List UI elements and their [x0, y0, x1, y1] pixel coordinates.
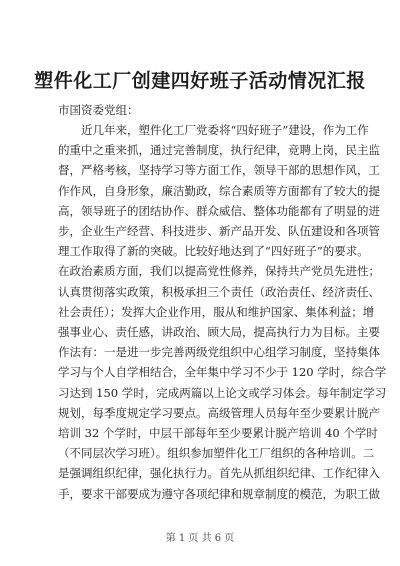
page-footer: 第 1 页 共 6 页 — [165, 533, 235, 544]
body-line: 近几年来，塑件化工厂党委将“四好班子”建设，作为工作 — [81, 123, 369, 137]
body-line: 习达到 150 学时，完成两篇以上论文或学习体会。每年制定学习 — [58, 385, 387, 400]
body-line: 规划，每季度规定学习要点。高级管理人员每年至少要累计脱产 — [58, 405, 380, 420]
body-line: 培训 32 个学时，中层干部每年至少要累计脱产培训 40 个学时 — [58, 426, 378, 440]
body-line: 手，要求干部要成为遵守各项纪律和规章制度的模范，为职工做 — [58, 486, 380, 501]
body-line: 作作风，自身形象，廉洁勤政，综合素质等方面都有了较大的提 — [58, 183, 380, 198]
body-line: 学习与个人自学相结合，全年集中学习不少于 120 学时，综合学 — [58, 365, 387, 380]
body-line: 作法有：一是进一步完善两级党组织中心组学习制度，坚持集体 — [58, 345, 380, 360]
body-line: 在政治素质方面，我们以提高党性修养，保持共产党员先进性； — [58, 264, 380, 279]
body-line: 强事业心、责任感，讲政治、顾大局，提高执行力为目标。主要 — [58, 325, 380, 339]
body-line: 步，企业生产经营、科技进步、新产品开发、队伍建设和各项管 — [58, 224, 380, 238]
body-line: 认真贯彻落实政策，积极承担三个责任（政治责任、经济责任、 — [58, 284, 380, 299]
salutation: 市国资委党组： — [58, 103, 139, 117]
body-line: （不同层次学习班）。组织参加塑件化工厂组织的各种培训。二 — [58, 446, 375, 461]
body-line: 社会责任）；发挥大企业作用，服从和维护国家、集体利益；增 — [58, 304, 375, 319]
body-line: 是强调组织纪律，强化执行力。首先从抓组织纪律、工作纪律入 — [58, 466, 380, 481]
body-line: 督，严格考核，坚持学习等方面工作，领导干部的思想作风，工 — [58, 163, 380, 178]
body-line: 理工作取得了新的突破。比较好地达到了“四好班子”的要求。 — [58, 244, 369, 259]
body-line: 的重中之重来抓，通过完善制度，执行纪律，竞聘上岗，民主监 — [58, 143, 380, 158]
page-title: 塑件化工厂创建四好班子活动情况汇报 — [34, 70, 366, 92]
body-line: 高，领导班子的团结协作、群众威信、整体功能都有了明显的进 — [58, 203, 380, 218]
